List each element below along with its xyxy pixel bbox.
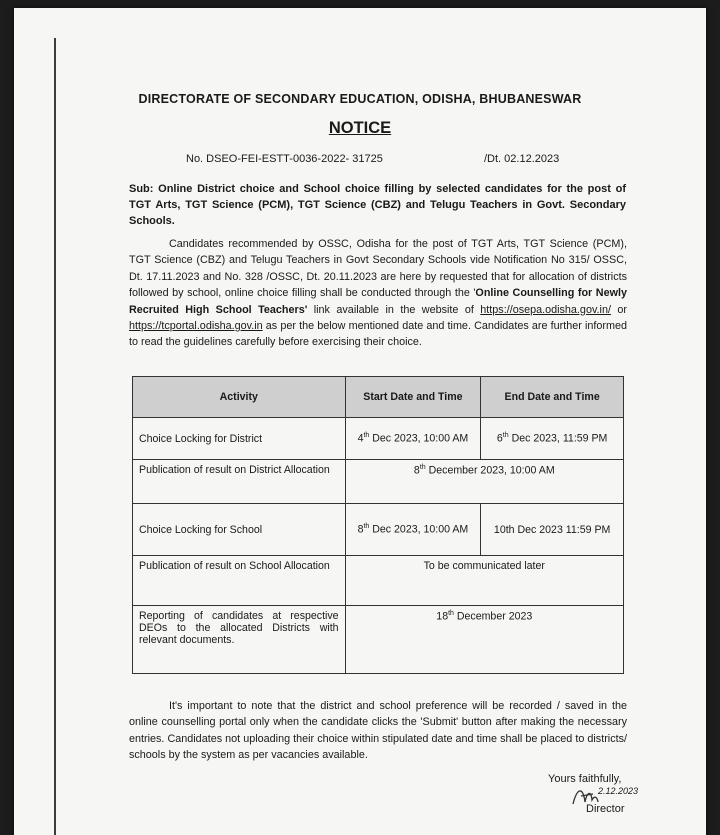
left-margin-rule xyxy=(54,38,56,835)
end-cell: 6th Dec 2023, 11:59 PM xyxy=(481,418,624,460)
merged-date-cell: To be communicated later xyxy=(345,556,623,606)
reference-number: No. DSEO-FEI-ESTT-0036-2022- 31725 xyxy=(186,153,383,165)
directorate-header: DIRECTORATE OF SECONDARY EDUCATION, ODISHA, BHUBANESWAR xyxy=(138,92,582,106)
table-row xyxy=(133,504,624,556)
start-cell: 8th Dec 2023, 10:00 AM xyxy=(345,504,481,556)
start-header: Start Date and Time xyxy=(345,377,481,418)
end-header: End Date and Time xyxy=(481,377,624,418)
activity-cell: Publication of result on District Allocation xyxy=(133,460,346,504)
table-row xyxy=(133,418,624,460)
body-paragraph-1: Candidates recommended by OSSC, Odisha for the post of TGT Arts, TGT Science (PCM), TGT Science (CBZ) and Telugu Teachers in Govt Secondary Schools vide Notification No 315/ OSSC, Dt. 17.11.2023 and No. 328 /OSSC, Dt. 20.11.2023 are here by requested that for allocation of districts followed by school, online choice filling shall be conducted through the 'Online Counselling for Newly Recruited High School Teachers' link available in the website of https://osepa.odisha.gov.in/ or https://tcportal.odisha.gov.in as per the below mentioned date and time. Candidates are further informed to read the guidelines carefully before exercising their choice. xyxy=(129,238,628,349)
activity-cell: Choice Locking for District xyxy=(133,418,346,460)
tcportal-link[interactable]: https://tcportal.odisha.gov.in xyxy=(129,320,263,333)
notice-page xyxy=(14,8,706,835)
table-row xyxy=(133,556,624,606)
merged-date-cell: 8th December 2023, 10:00 AM xyxy=(345,460,623,504)
table-header-row xyxy=(133,377,624,418)
subject-line: Sub: Online District choice and School choice filling by selected candidates for the post of TGT Arts, TGT Science (PCM), TGT Science (CBZ) and Telugu Teachers in Govt. Secondary Schools. xyxy=(129,183,626,228)
merged-date-cell: 18th December 2023 xyxy=(345,606,623,674)
body-paragraph-2: It's important to note that the district and school preference will be recorded / saved in the online counselling portal only when the candidate clicks the 'Submit' button after making the necessary entries. Candidates not uploading their choice within stipulated date and time shall be placed to districts/ schools by the system as per vacancies available. xyxy=(129,700,627,762)
schedule-table xyxy=(132,376,624,674)
activity-cell: Choice Locking for School xyxy=(133,504,346,556)
end-cell: 10th Dec 2023 11:59 PM xyxy=(481,504,624,556)
activity-header: Activity xyxy=(133,377,346,418)
osepa-link[interactable]: https://osepa.odisha.gov.in/ xyxy=(480,303,611,316)
notice-title: NOTICE xyxy=(328,119,392,137)
signature-date: 2.12.2023 xyxy=(598,786,639,796)
activity-cell: Reporting of candidates at respective DEOs to the allocated Districts with relevant documents. xyxy=(133,606,346,674)
table-row xyxy=(133,606,624,674)
reference-date: /Dt. 02.12.2023 xyxy=(484,153,560,165)
activity-cell: Publication of result on School Allocation xyxy=(133,556,346,606)
closing-text: Yours faithfully, xyxy=(548,773,622,785)
signatory-designation: Director xyxy=(586,803,625,815)
counselling-link-name: Online Counselling for Newly Recruited High School Teachers' xyxy=(129,287,627,316)
start-cell: 4th Dec 2023, 10:00 AM xyxy=(345,418,481,460)
table-row xyxy=(133,460,624,504)
